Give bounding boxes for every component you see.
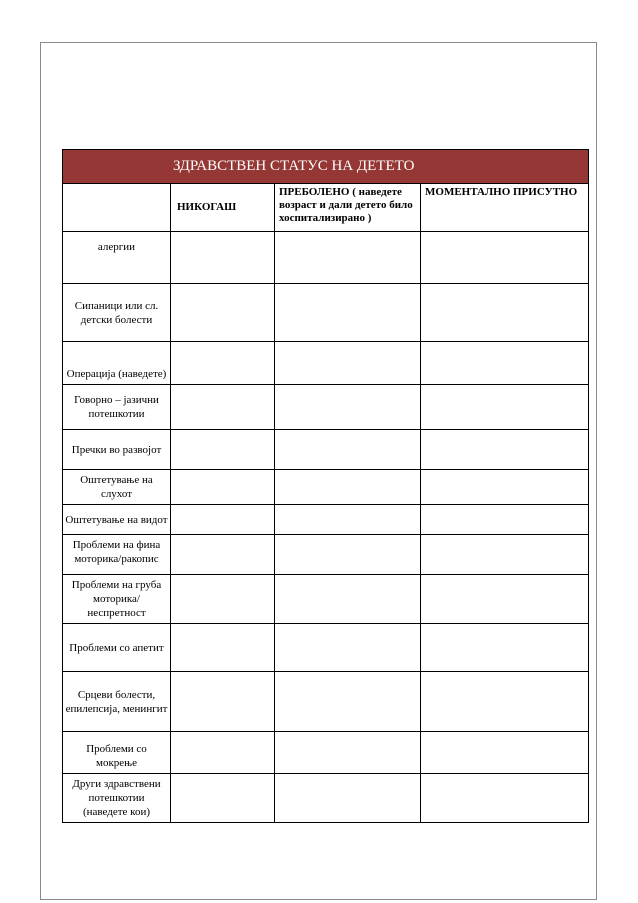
table-row	[63, 624, 589, 672]
table-title: ЗДРАВСТВЕН СТАТУС НА ДЕТЕТО	[63, 150, 589, 184]
title-row	[63, 150, 589, 184]
cell-past[interactable]	[275, 342, 421, 385]
row-label: Сипаници или сл. детски болести	[63, 284, 171, 342]
table-row	[63, 505, 589, 535]
cell-never[interactable]	[171, 232, 275, 284]
cell-current[interactable]	[421, 575, 589, 624]
cell-never[interactable]	[171, 774, 275, 823]
cell-current[interactable]	[421, 385, 589, 430]
row-label: алергии	[63, 232, 171, 284]
table-row	[63, 774, 589, 823]
cell-current[interactable]	[421, 732, 589, 774]
row-label: Оштетување на видот	[63, 505, 171, 535]
cell-never[interactable]	[171, 535, 275, 575]
table-row	[63, 535, 589, 575]
row-label: Проблеми со апетит	[63, 624, 171, 672]
header-row	[63, 184, 589, 232]
cell-never[interactable]	[171, 385, 275, 430]
health-status-table	[62, 149, 589, 823]
cell-current[interactable]	[421, 505, 589, 535]
cell-never[interactable]	[171, 672, 275, 732]
cell-current[interactable]	[421, 624, 589, 672]
row-label: Оштетување на слухот	[63, 470, 171, 505]
row-label: Други здравствени потешкотии (наведете кои)	[63, 774, 171, 823]
cell-current[interactable]	[421, 232, 589, 284]
table-row	[63, 385, 589, 430]
cell-past[interactable]	[275, 624, 421, 672]
cell-never[interactable]	[171, 575, 275, 624]
cell-never[interactable]	[171, 505, 275, 535]
row-label: Пречки во развојот	[63, 430, 171, 470]
table-row	[63, 430, 589, 470]
header-current: МОМЕНТАЛНО ПРИСУТНО	[421, 184, 589, 232]
cell-never[interactable]	[171, 284, 275, 342]
cell-current[interactable]	[421, 284, 589, 342]
cell-past[interactable]	[275, 505, 421, 535]
header-never: НИКОГАШ	[171, 184, 275, 232]
cell-past[interactable]	[275, 535, 421, 575]
row-label: Проблеми со мокрење	[63, 732, 171, 774]
table-row	[63, 470, 589, 505]
table-row	[63, 342, 589, 385]
table-row	[63, 284, 589, 342]
cell-current[interactable]	[421, 342, 589, 385]
cell-never[interactable]	[171, 342, 275, 385]
table-row	[63, 232, 589, 284]
table-row	[63, 672, 589, 732]
cell-past[interactable]	[275, 284, 421, 342]
cell-past[interactable]	[275, 385, 421, 430]
cell-current[interactable]	[421, 774, 589, 823]
cell-past[interactable]	[275, 470, 421, 505]
header-past: ПРЕБОЛЕНО ( наведете возраст и дали детето било хоспитализирано )	[275, 184, 421, 232]
row-label: Проблеми на груба моторика/ неспретност	[63, 575, 171, 624]
cell-never[interactable]	[171, 430, 275, 470]
row-label: Говорно – јазични потешкотии	[63, 385, 171, 430]
cell-never[interactable]	[171, 732, 275, 774]
cell-current[interactable]	[421, 672, 589, 732]
cell-past[interactable]	[275, 430, 421, 470]
cell-never[interactable]	[171, 624, 275, 672]
cell-current[interactable]	[421, 470, 589, 505]
header-blank	[63, 184, 171, 232]
table-row	[63, 575, 589, 624]
cell-current[interactable]	[421, 535, 589, 575]
cell-past[interactable]	[275, 732, 421, 774]
cell-past[interactable]	[275, 232, 421, 284]
cell-past[interactable]	[275, 774, 421, 823]
row-label: Проблеми на фина моторика/ракопис	[63, 535, 171, 575]
row-label: Срцеви болести, епилепсија, менингит	[63, 672, 171, 732]
table-row	[63, 732, 589, 774]
cell-never[interactable]	[171, 470, 275, 505]
row-label: Операција (наведете)	[63, 342, 171, 385]
cell-past[interactable]	[275, 672, 421, 732]
cell-current[interactable]	[421, 430, 589, 470]
cell-past[interactable]	[275, 575, 421, 624]
